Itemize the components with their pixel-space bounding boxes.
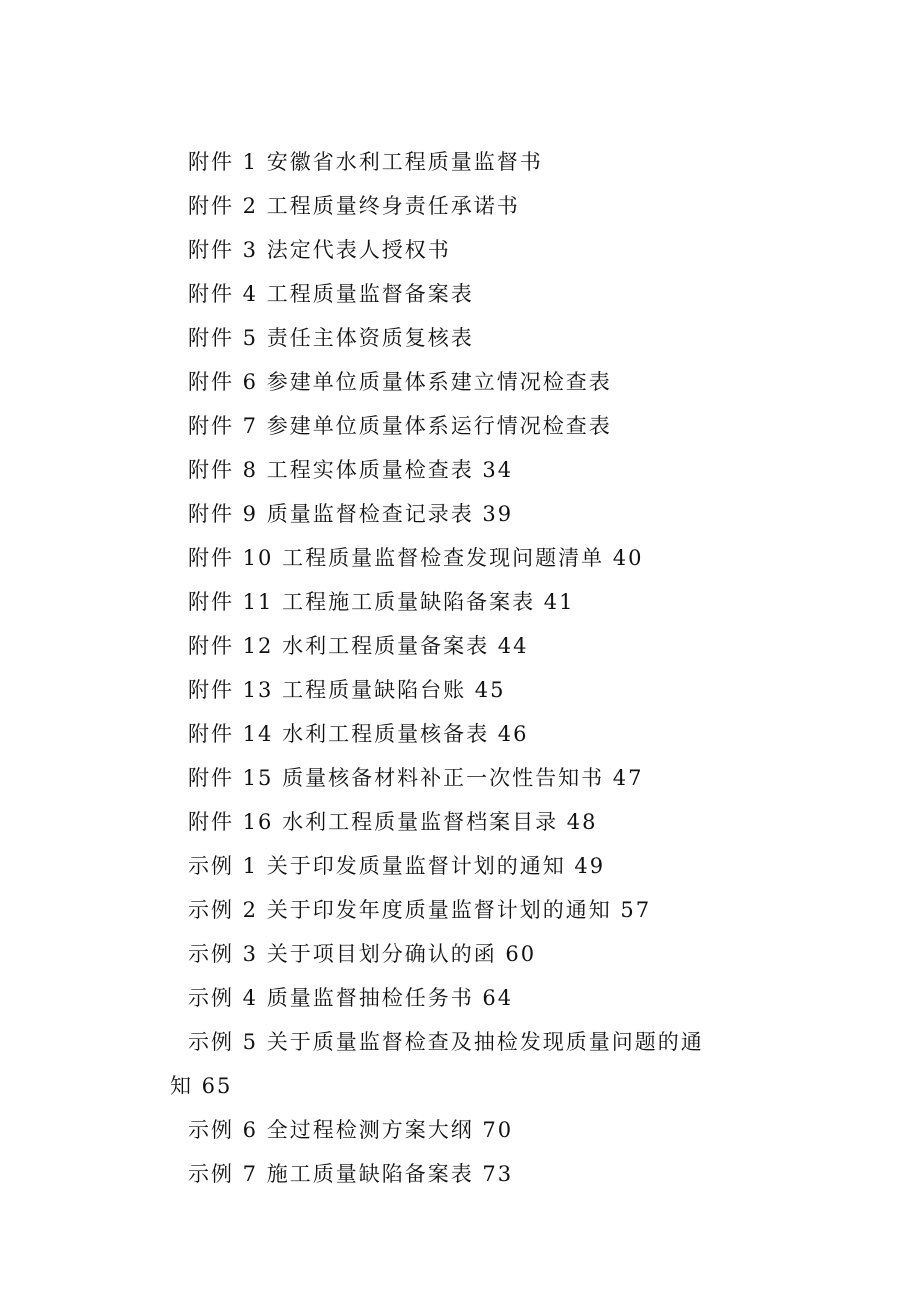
toc-item: 示例 6 全过程检测方案大纲 70 [188, 1118, 514, 1142]
toc-item: 附件 3 法定代表人授权书 [188, 238, 451, 262]
toc-item: 附件 12 水利工程质量备案表 44 [188, 634, 529, 658]
toc-item: 附件 15 质量核备材料补正一次性告知书 47 [188, 766, 644, 790]
toc-item: 示例 5 关于质量监督检查及抽检发现质量问题的通知 65 [170, 1030, 704, 1098]
toc-item: 附件 9 质量监督检查记录表 39 [188, 502, 514, 526]
toc-item: 附件 4 工程质量监督备案表 [188, 282, 474, 306]
toc-item: 示例 4 质量监督抽检任务书 64 [188, 986, 514, 1010]
toc-item: 附件 10 工程质量监督检查发现问题清单 40 [188, 546, 644, 570]
toc-item: 附件 8 工程实体质量检查表 34 [188, 458, 514, 482]
toc-item: 附件 2 工程质量终身责任承诺书 [188, 194, 520, 218]
toc-item: 示例 7 施工质量缺陷备案表 73 [188, 1162, 514, 1186]
toc-item: 附件 5 责任主体资质复核表 [188, 326, 474, 350]
toc-item: 示例 1 关于印发质量监督计划的通知 49 [188, 854, 606, 878]
toc-item: 附件 16 水利工程质量监督档案目录 48 [188, 810, 598, 834]
table-of-contents [170, 140, 750, 1196]
toc-item: 示例 2 关于印发年度质量监督计划的通知 57 [188, 898, 652, 922]
toc-item: 附件 14 水利工程质量核备表 46 [188, 722, 529, 746]
toc-item: 示例 3 关于项目划分确认的函 60 [188, 942, 537, 966]
toc-item: 附件 7 参建单位质量体系运行情况检查表 [188, 414, 612, 438]
toc-item: 附件 6 参建单位质量体系建立情况检查表 [188, 370, 612, 394]
toc-item: 附件 13 工程质量缺陷台账 45 [188, 678, 506, 702]
toc-item: 附件 1 安徽省水利工程质量监督书 [188, 150, 543, 174]
toc-item: 附件 11 工程施工质量缺陷备案表 41 [188, 590, 575, 614]
